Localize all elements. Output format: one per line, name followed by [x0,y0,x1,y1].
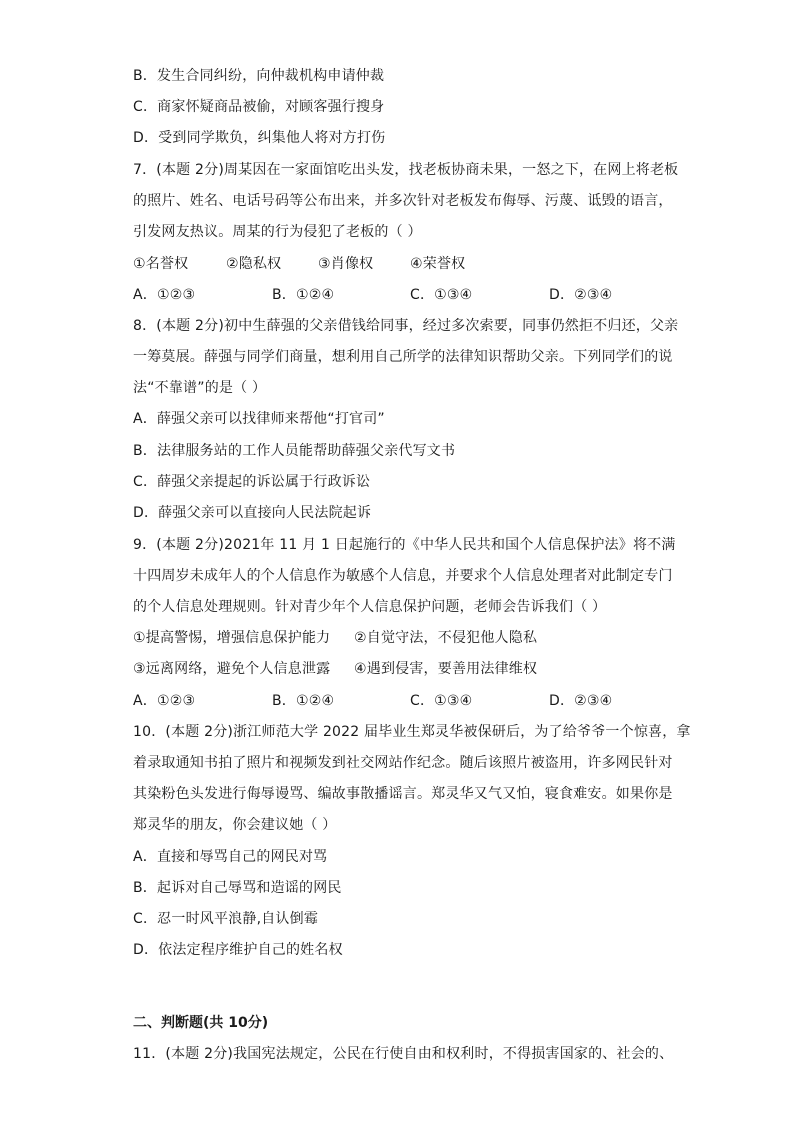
q10-option-c: C．忍一时风平浪静,自认倒霉 [133,911,319,927]
q9-item-2: ②自觉守法，不侵犯他人隐私 [354,630,538,646]
q9-stem-line-3: 的个人信息处理规则。针对青少年个人信息保护问题，老师会告诉我们（ ） [133,599,607,615]
q7-item-1: ①名誉权 [133,256,189,272]
q10-option-d: D．依法定程序维护自己的姓名权 [133,942,343,958]
q8-option-a: A．薛强父亲可以找律师来帮他“打官司” [133,411,385,427]
q9-choice-c: C．①③④ [410,693,473,709]
q8-option-c: C．薛强父亲提起的诉讼属于行政诉讼 [133,474,371,490]
q7-item-3: ③肖像权 [318,256,374,272]
q7-choice-b: B．①②④ [272,287,335,303]
section-title: 二、判断题(共 10分) [133,1015,269,1031]
q9-item-3: ③远离网络，避免个人信息泄露 [133,661,331,677]
q9-item-4: ④遇到侵害，要善用法律维权 [354,661,538,677]
q9-item-1: ①提高警惕，增强信息保护能力 [133,630,331,646]
q6-option-b: B．发生合同纠纷，向仲裁机构申请仲裁 [133,68,385,84]
q8-option-b: B．法律服务站的工作人员能帮助薛强父亲代写文书 [133,443,456,459]
q7-stem-line-3: 引发网友热议。周某的行为侵犯了老板的（ ） [133,224,422,240]
q9-stem-line-2: 十四周岁未成年人的个人信息作为敏感个人信息，并要求个人信息处理者对此制定专门 [133,568,673,584]
q7-stem-line-2: 的照片、姓名、电话号码等公布出来，并多次针对老板发布侮辱、污蔑、诋毁的语言， [133,193,673,209]
q10-stem-line-3: 其染粉色头发进行侮辱谩骂、编故事散播谣言。郑灵华又气又怕，寝食难安。如果你是 [133,786,673,802]
q7-choice-d: D．②③④ [549,287,613,303]
q7-choice-a: A．①②③ [133,287,196,303]
q9-choice-b: B．①②④ [272,693,335,709]
q8-option-d: D．薛强父亲可以直接向人民法院起诉 [133,505,372,521]
q7-choice-c: C．①③④ [410,287,473,303]
q6-option-d: D．受到同学欺负，纠集他人将对方打伤 [133,130,386,146]
q8-stem-line-2: 一筹莫展。薛强与同学们商量，想利用自己所学的法律知识帮助父亲。下列同学们的说 [133,349,673,365]
q11-stem-line-1: 11．(本题 2分)我国宪法规定，公民在行使自由和权利时，不得损害国家的、社会的、 [133,1046,674,1062]
q10-stem-line-2: 着录取通知书拍了照片和视频发到社交网站作纪念。随后该照片被盗用，许多网民针对 [133,755,673,771]
q10-option-a: A．直接和辱骂自己的网民对骂 [133,849,328,865]
q6-option-c: C．商家怀疑商品被偷，对顾客强行搜身 [133,99,385,115]
q10-stem-line-1: 10．(本题 2分)浙江师范大学 2022 届毕业生郑灵华被保研后，为了给爷爷一个惊喜，拿 [133,724,691,740]
q10-option-b: B．起诉对自己辱骂和造谣的网民 [133,880,342,896]
q7-item-2: ②隐私权 [226,256,282,272]
q9-stem-line-1: 9．(本题 2分)2021年 11 月 1 日起施行的《中华人民共和国个人信息保护法》将不满 [133,537,676,553]
q8-stem-line-1: 8．(本题 2分)初中生薛强的父亲借钱给同事，经过多次索要，同事仍然拒不归还，父亲 [133,318,679,334]
q10-stem-line-4: 郑灵华的朋友，你会建议她（ ） [133,817,337,833]
q9-choice-d: D．②③④ [549,693,613,709]
q7-item-4: ④荣誉权 [410,256,466,272]
q8-stem-line-3: 法“不靠谱”的是（ ） [133,380,267,396]
q7-stem-line-1: 7．(本题 2分)周某因在一家面馆吃出头发，找老板协商未果，一怒之下，在网上将老板 [133,162,679,178]
q9-choice-a: A．①②③ [133,693,196,709]
